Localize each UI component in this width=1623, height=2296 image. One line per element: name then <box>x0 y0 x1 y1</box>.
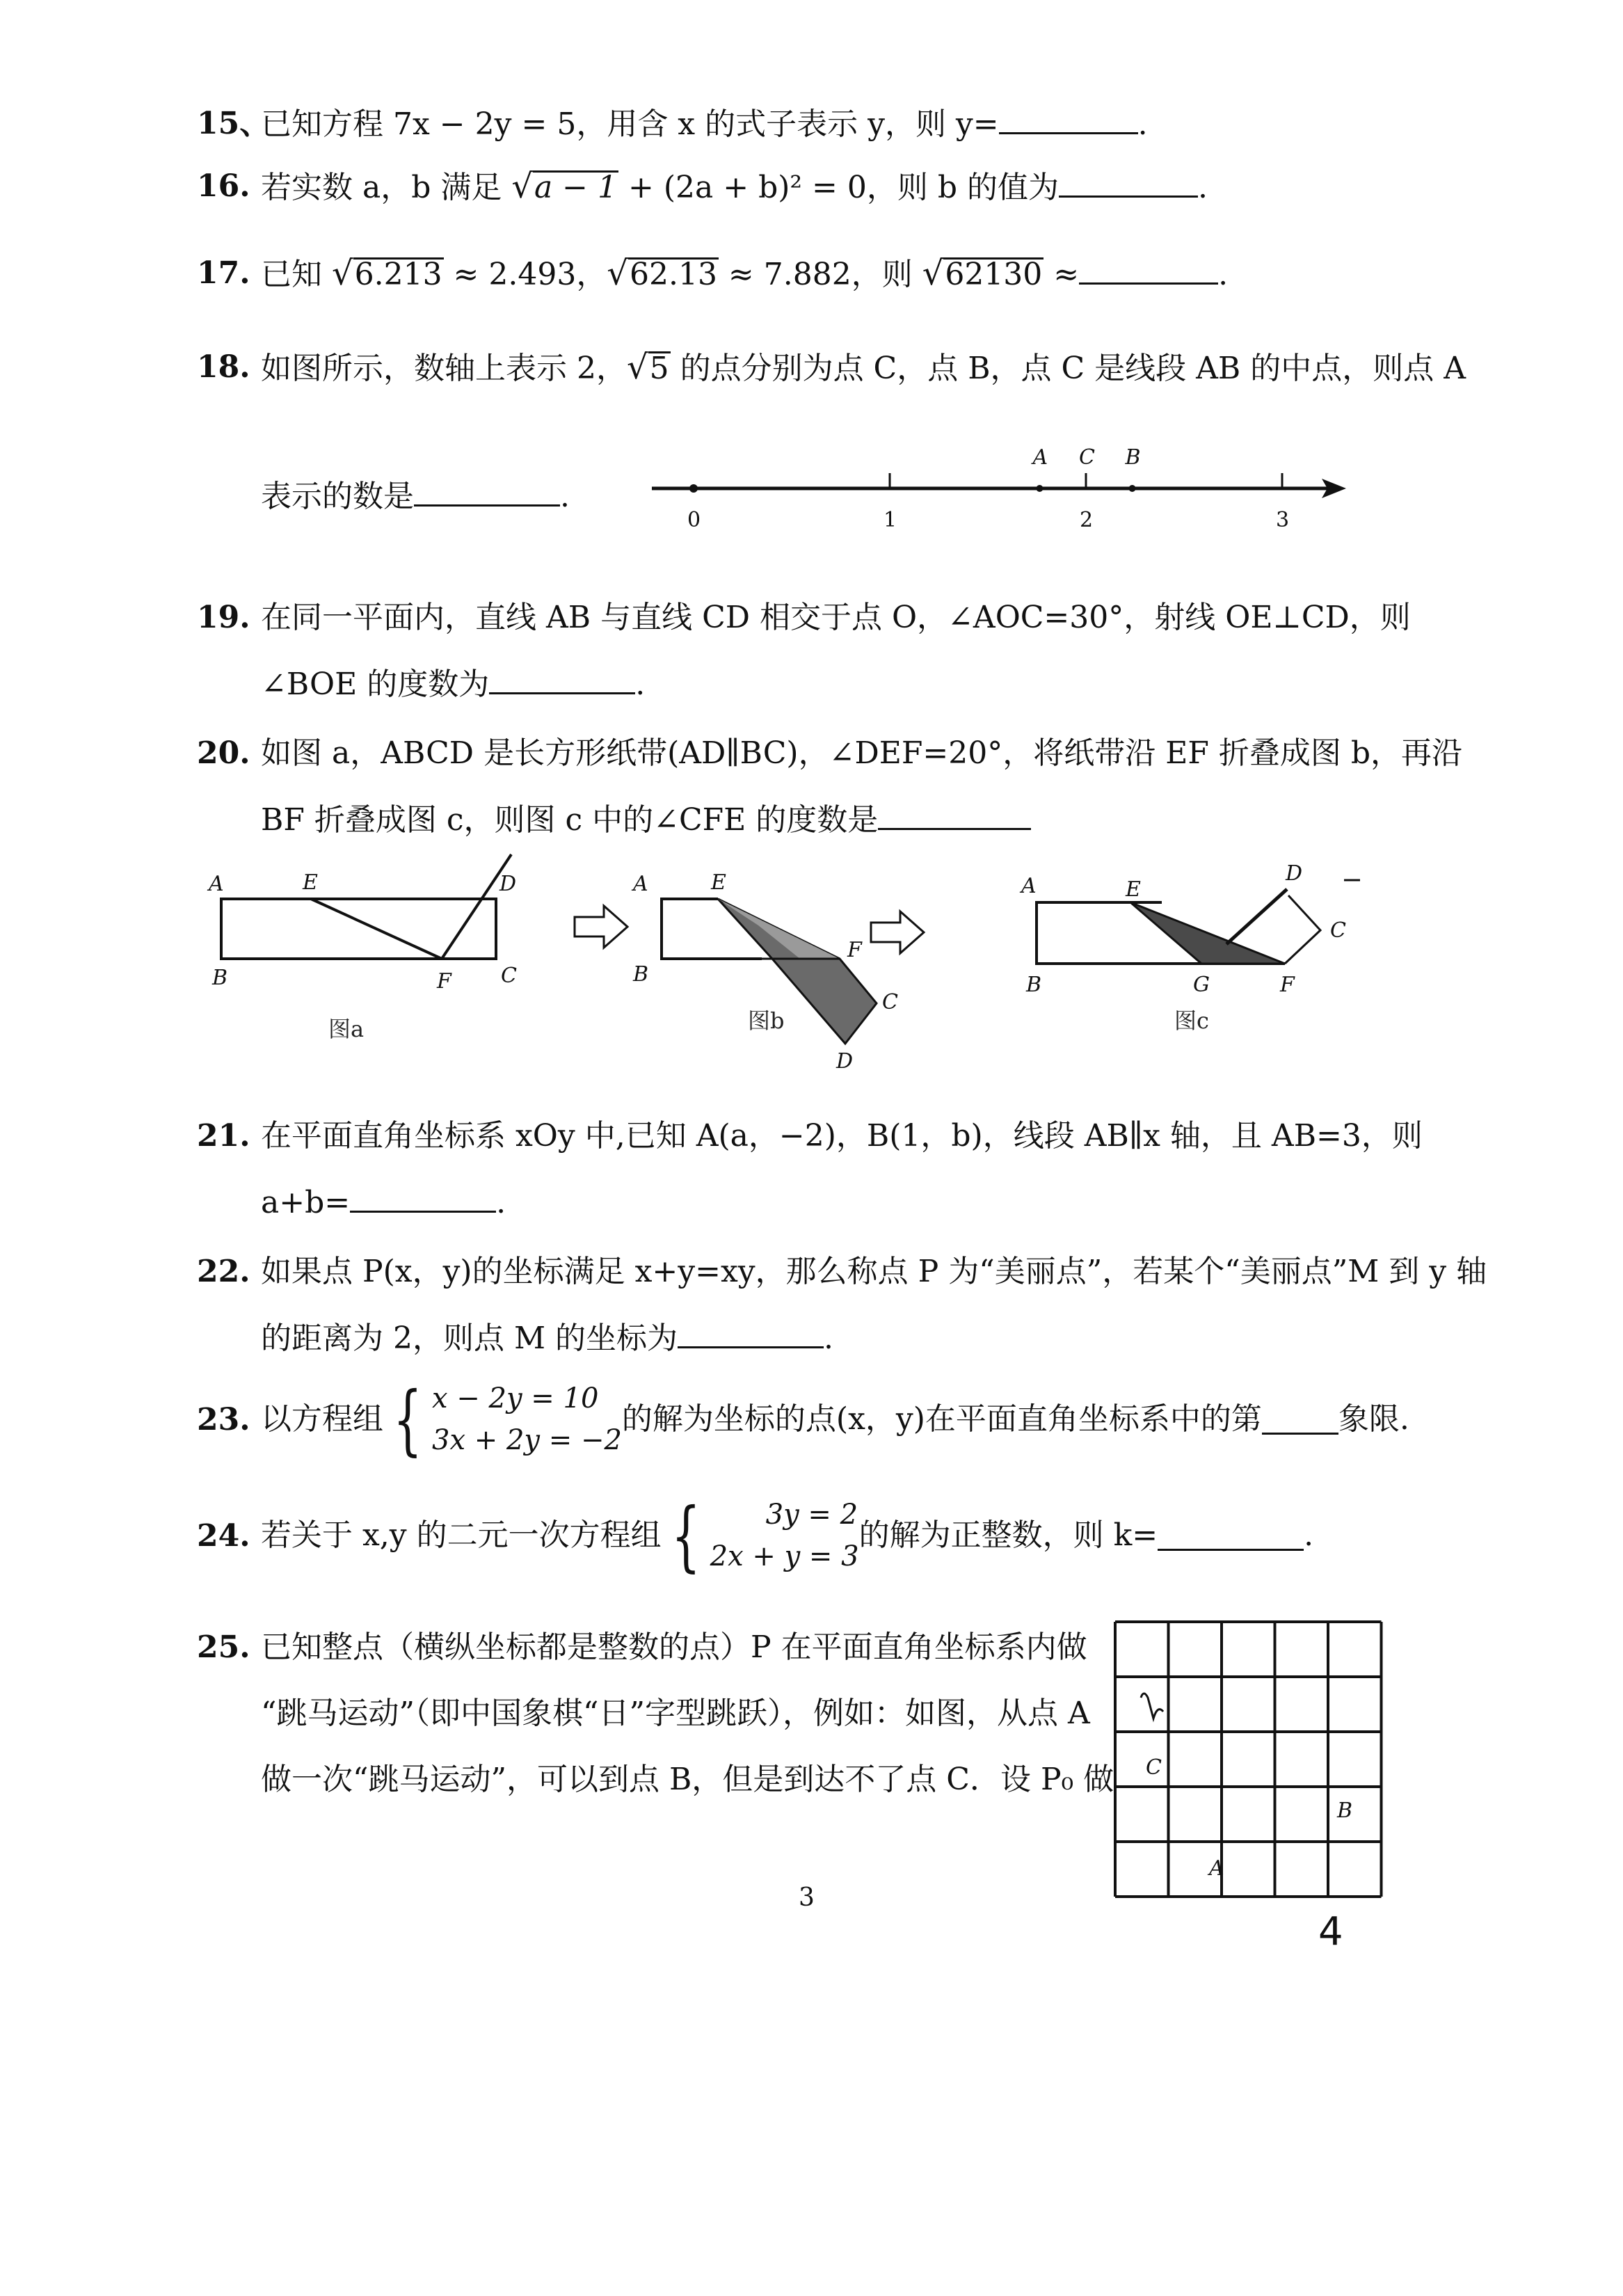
number-line-point-label: B <box>1125 445 1141 470</box>
question-number-22: 22. <box>197 1254 250 1289</box>
fig-c-label-A: A <box>1021 874 1037 898</box>
question-number-25: 25. <box>197 1629 250 1665</box>
question-number-17: 17. <box>197 255 250 291</box>
number-line-point-label: C <box>1079 445 1095 470</box>
fig-a-caption: 图a <box>328 1016 365 1042</box>
sqrt-symbol: √ <box>626 348 648 387</box>
q18-period: . <box>560 479 570 514</box>
fig-b-caption: 图b <box>748 1007 785 1034</box>
fig-c-label-B: B <box>1026 973 1042 997</box>
grid-label-C: C <box>1146 1755 1162 1780</box>
fig-a-label-E: E <box>303 870 318 895</box>
question-number-19: 19. <box>197 600 250 635</box>
q17-radicand-1: 6.213 <box>354 257 442 292</box>
question-25-line-1: 已知整点（横纵坐标都是整数的点）P 在平面直角坐标系内做 <box>261 1629 1087 1665</box>
q24-stem: 若关于 x,y 的二元一次方程组 <box>261 1517 662 1553</box>
fig-a-label-C: C <box>501 964 517 988</box>
q19-period: . <box>635 667 646 702</box>
grid-label-A: A <box>1209 1856 1224 1881</box>
fig-a-label-D: D <box>499 872 517 896</box>
number-line-point-label: A <box>1032 445 1048 470</box>
question-number-16: 16. <box>197 168 250 204</box>
q17-period: . <box>1218 257 1229 292</box>
question-number-21: 21. <box>197 1118 250 1154</box>
number-line-tick-label: 1 <box>884 508 897 532</box>
q17-radicand-2: 62.13 <box>629 257 717 292</box>
q23-equation-1: x − 2y = 10 <box>432 1382 599 1414</box>
q18-stem: 如图所示，数轴上表示 2， <box>261 351 627 386</box>
q18-stem-3: 表示的数是 <box>261 479 414 514</box>
fig-b-label-A: A <box>633 872 648 896</box>
fig-b-label-C: C <box>882 990 898 1014</box>
sqrt-symbol: √ <box>922 254 944 293</box>
q22-period: . <box>824 1321 834 1356</box>
q15-period: . <box>1137 106 1148 142</box>
left-brace: { <box>671 1491 701 1580</box>
handwritten-note: 4 <box>1318 1909 1343 1954</box>
q17-radicand-3: 62130 <box>945 257 1043 292</box>
page-number: 3 <box>799 1883 815 1912</box>
q24-period: . <box>1304 1517 1314 1553</box>
number-line-tick-label: 0 <box>687 508 701 532</box>
question-number-24: 24. <box>197 1518 250 1554</box>
q23-stem-2: 的解为坐标的点(x，y)在平面直角坐标系中的第 <box>621 1401 1262 1437</box>
fig-b-label-E: E <box>711 870 726 895</box>
sqrt-symbol: √ <box>332 254 353 293</box>
q22-stem: 的距离为 2，则点 M 的坐标为 <box>261 1321 678 1356</box>
q23-equation-2: 3x + 2y = −2 <box>432 1424 622 1456</box>
q17-stem: 已知 <box>261 257 332 292</box>
q20-stem: BF 折叠成图 c，则图 c 中的∠CFE 的度数是 <box>261 802 879 838</box>
q15-stem: 已知方程 7x − 2y = 5，用含 x 的式子表示 y，则 y= <box>261 106 999 142</box>
question-number-23: 23. <box>197 1402 250 1437</box>
question-number-15: 15、 <box>197 106 271 141</box>
q17-value-2: ≈ 7.882，则 <box>718 257 922 292</box>
q23-stem-3: 象限. <box>1338 1401 1409 1437</box>
q17-value-1: ≈ 2.493， <box>443 257 607 292</box>
q24-stem-2: 的解为正整数，则 k= <box>858 1517 1158 1553</box>
sqrt-symbol: √ <box>511 167 533 206</box>
fig-c-label-D: D <box>1286 861 1303 886</box>
fig-c-label-C: C <box>1330 918 1346 943</box>
question-25-line-2: “跳马运动”（即中国象棋“日”字型跳跃），例如：如图，从点 A <box>261 1696 1090 1731</box>
fig-c-label-E: E <box>1126 877 1141 902</box>
question-20-line-1: 如图 a，ABCD 是长方形纸带(AD∥BC)，∠DEF=20°，将纸带沿 EF 折叠成图 b，再沿 <box>261 735 1463 771</box>
fig-a-label-F: F <box>437 969 451 994</box>
question-19-line-1: 在同一平面内，直线 AB 与直线 CD 相交于点 O，∠AOC=30°，射线 OE⊥CD，则 <box>261 600 1411 635</box>
grid-label-B: B <box>1337 1799 1353 1823</box>
question-25-line-3: 做一次“跳马运动”，可以到点 B，但是到达不了点 C．设 P₀ 做 <box>261 1762 1114 1797</box>
fig-a-label-A: A <box>209 872 224 896</box>
q18-stem-2: 的点分别为点 C，点 B，点 C 是线段 AB 的中点，则点 A <box>670 351 1466 386</box>
fig-c-label-G: G <box>1193 973 1210 997</box>
left-brace: { <box>393 1375 422 1464</box>
q17-value-3: ≈ <box>1044 257 1080 292</box>
q24-equation-2: 2x + y = 3 <box>710 1540 859 1572</box>
question-number-18: 18. <box>197 349 250 385</box>
q18-radicand: 5 <box>649 351 669 386</box>
fig-b-label-D: D <box>836 1049 854 1074</box>
number-line-tick-label: 3 <box>1276 508 1290 532</box>
q16-radicand: a − 1 <box>534 170 618 205</box>
fig-c-caption: 图c <box>1174 1007 1209 1034</box>
fig-a-label-B: B <box>212 966 228 990</box>
question-21-line-1: 在平面直角坐标系 xOy 中,已知 A(a，−2)，B(1，b)，线段 AB∥x 轴，且 AB=3，则 <box>261 1118 1423 1154</box>
q16-period: . <box>1198 170 1208 205</box>
question-22-line-1: 如果点 P(x，y)的坐标满足 x+y=xy，那么称点 P 为“美丽点”，若某个“美丽点”M 到 y 轴 <box>261 1254 1487 1289</box>
q24-equation-1: 3y = 2 <box>765 1499 858 1531</box>
q23-stem: 以方程组 <box>261 1401 383 1437</box>
sqrt-symbol: √ <box>607 254 628 293</box>
q16-stem: 若实数 a，b 满足 <box>261 170 512 205</box>
fig-c-label-F: F <box>1280 973 1295 997</box>
q19-stem: ∠BOE 的度数为 <box>261 667 490 702</box>
fig-b-label-F: F <box>847 938 862 962</box>
question-number-20: 20. <box>197 735 250 771</box>
number-line-tick-label: 2 <box>1080 508 1094 532</box>
handwritten-scribble <box>1141 1693 1163 1719</box>
fig-b-label-B: B <box>633 962 649 987</box>
q16-stem-2: + (2a + b)² = 0，则 b 的值为 <box>618 170 1060 205</box>
q21-stem: a+b= <box>261 1185 351 1220</box>
q21-period: . <box>496 1185 506 1220</box>
